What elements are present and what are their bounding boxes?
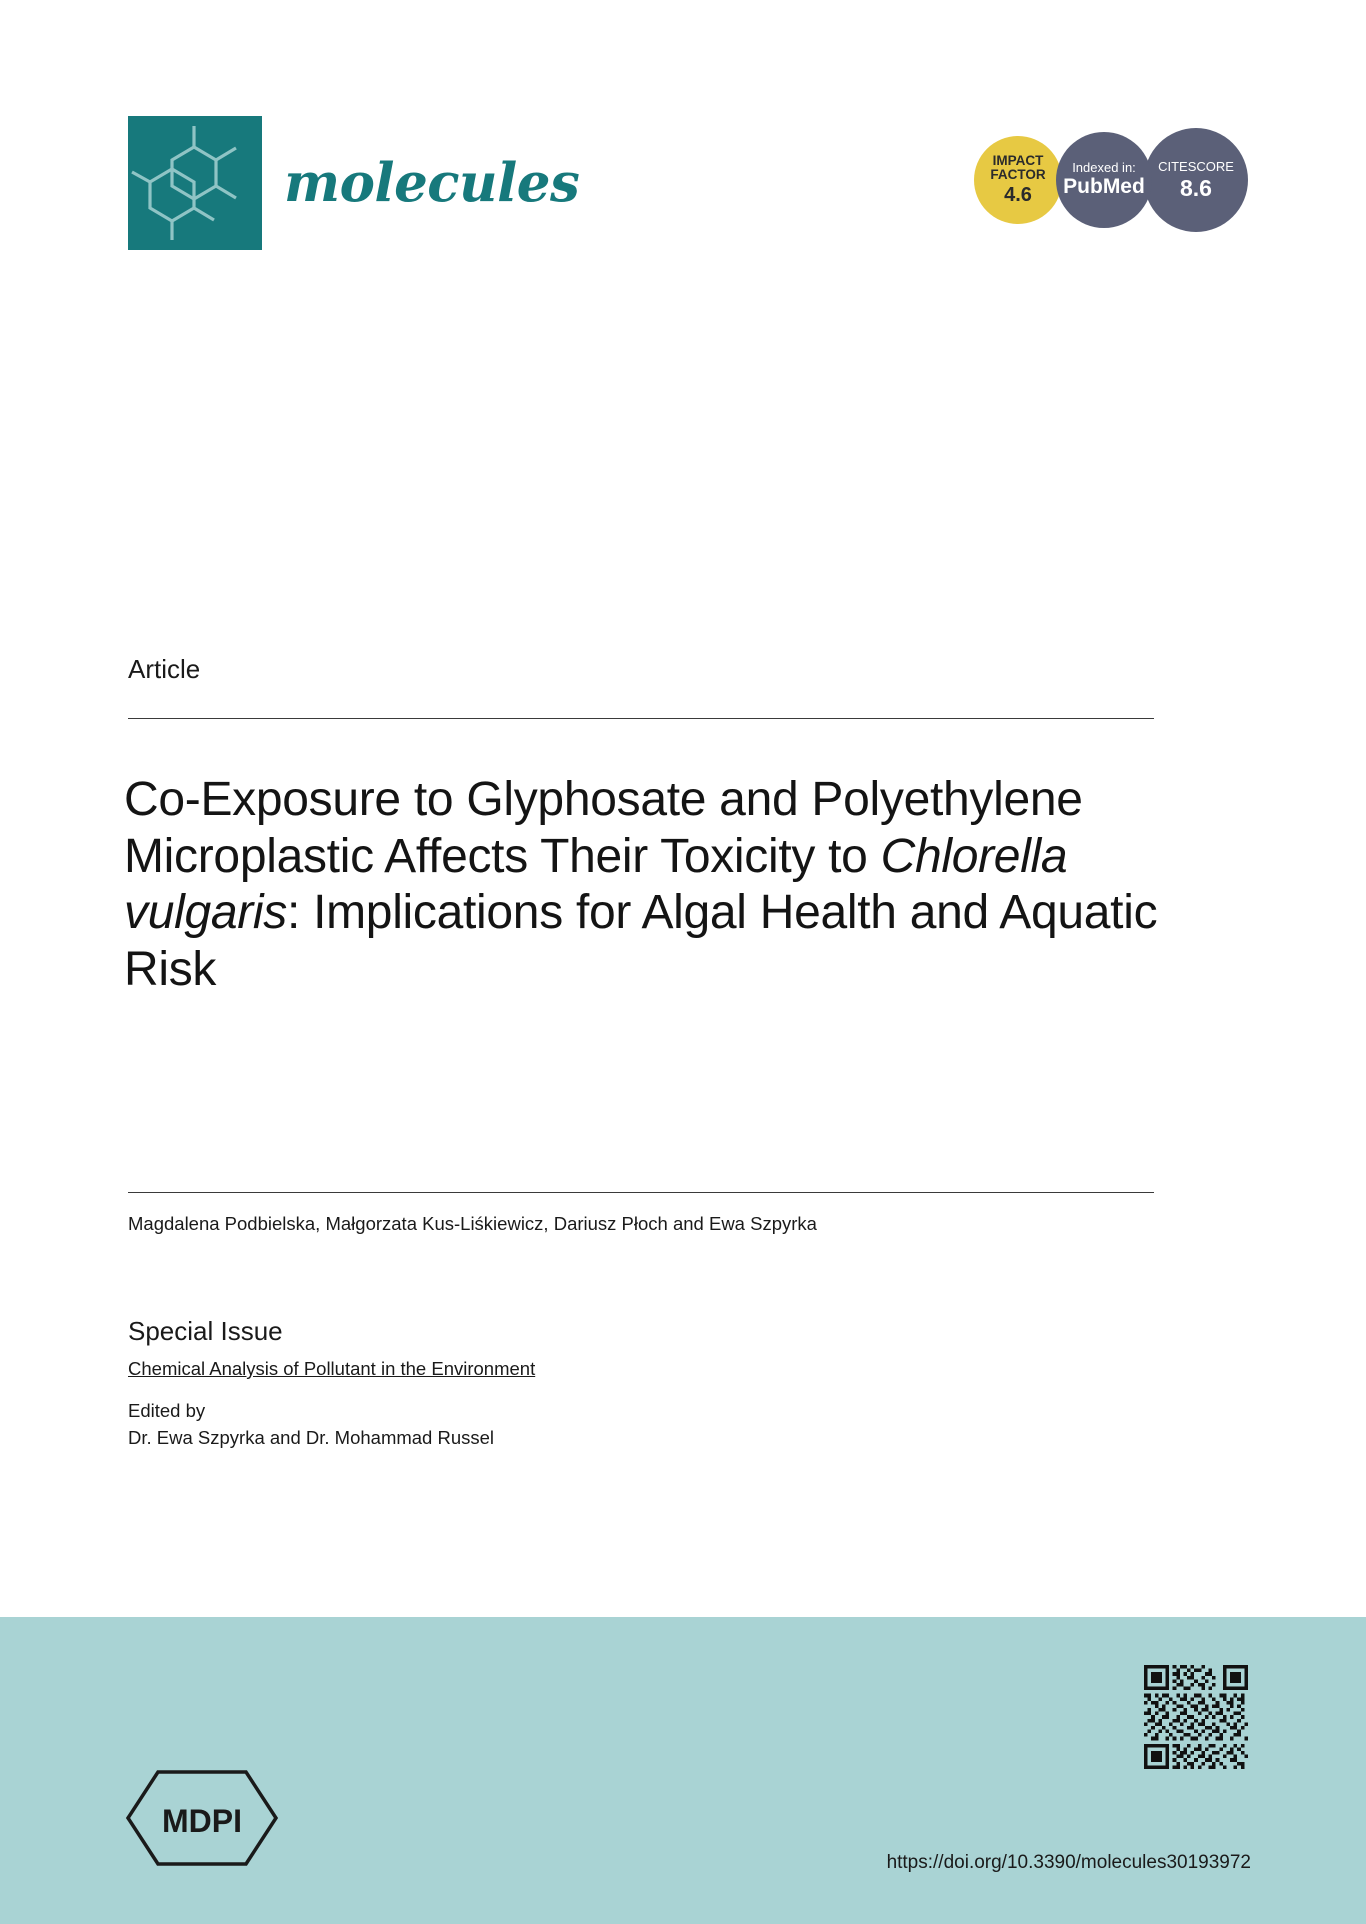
special-issue-title-link[interactable]: Chemical Analysis of Pollutant in the Environment (128, 1358, 536, 1379)
pubmed-badge (1056, 132, 1152, 228)
article-type: Article (128, 654, 201, 684)
impact-factor-value: 4.6 (1004, 183, 1032, 206)
divider-bottom (128, 1192, 1154, 1193)
metrics-badges (974, 128, 1248, 232)
title-part-1: Co-Exposure to Glyphosate and Polyethylene Microplastic Affects Their Toxicity to (124, 773, 1083, 883)
page-title (124, 772, 1164, 999)
special-issue-label: Special Issue (128, 1316, 283, 1346)
edited-by-label: Edited by (128, 1400, 206, 1421)
doi-link[interactable]: https://doi.org/10.3390/molecules30193972 (886, 1852, 1251, 1873)
pubmed-value: PubMed (1063, 175, 1145, 199)
citescore-value: 8.6 (1180, 174, 1212, 201)
citescore-badge (1144, 128, 1248, 232)
svg-text:MDPI: MDPI (162, 1803, 242, 1839)
citescore-label: CITESCORE (1158, 158, 1234, 174)
divider-top (128, 718, 1154, 719)
title-species-name: Chlorella vulgaris (124, 829, 1068, 940)
journal-logo (128, 116, 579, 250)
page-header (128, 116, 1248, 256)
impact-factor-badge (974, 136, 1062, 224)
journal-title: molecules (284, 152, 580, 214)
pubmed-label: Indexed in: (1072, 160, 1136, 176)
title-part-2: : Implications for Algal Health and Aquatic Risk (124, 886, 1158, 997)
page-footer (0, 1617, 1366, 1924)
impact-factor-line1: IMPACT (992, 152, 1044, 168)
molecule-hexagon-icon (128, 116, 262, 250)
qr-code (1144, 1665, 1248, 1769)
mdpi-logo (122, 1766, 282, 1870)
impact-factor-line2: FACTOR (990, 167, 1046, 183)
author-list: Magdalena Podbielska, Małgorzata Kus-Liśkiewicz, Dariusz Płoch and Ewa Szpyrka (128, 1213, 817, 1234)
editor-list: Dr. Ewa Szpyrka and Dr. Mohammad Russel (128, 1427, 495, 1448)
